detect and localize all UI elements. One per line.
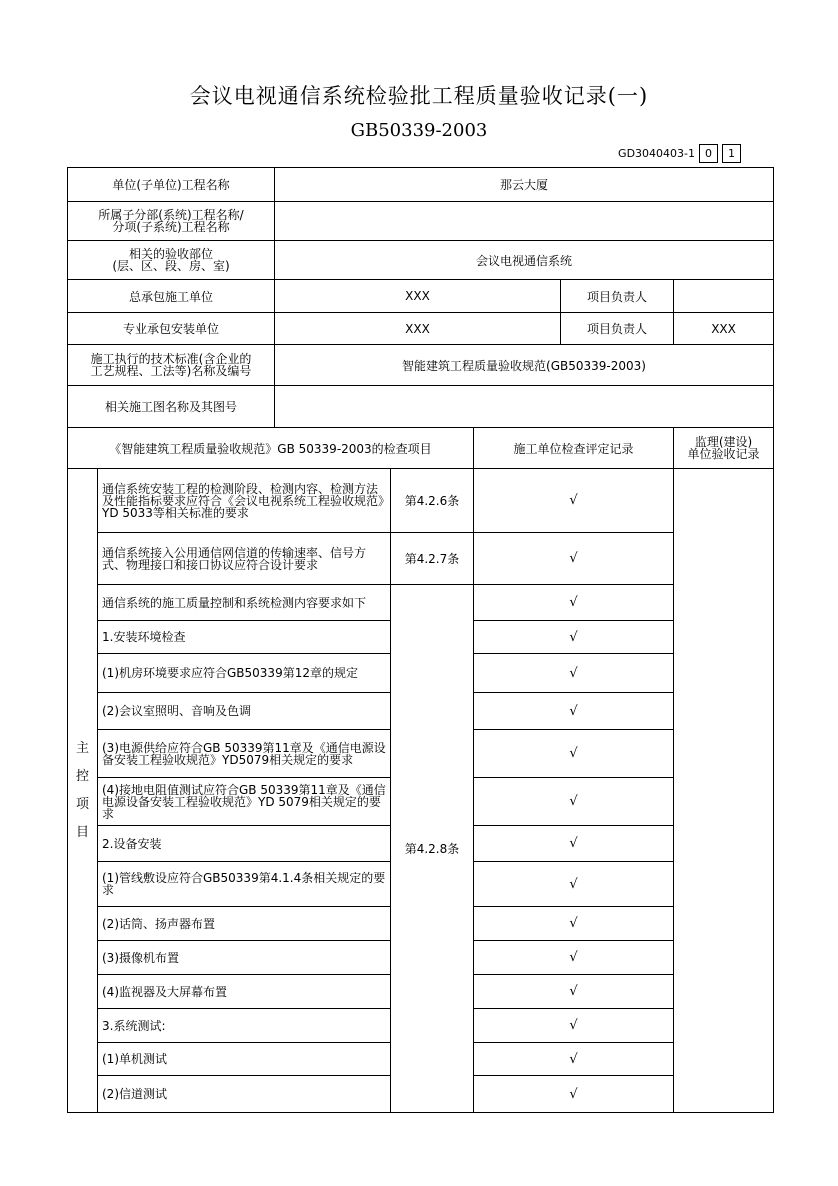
item-text: (4)监视器及大屏幕布置: [98, 975, 391, 1009]
main-control-label: [68, 469, 98, 1113]
subsection-label: [68, 202, 275, 241]
main-control-char: 控: [75, 768, 89, 784]
contractor-value[interactable]: XXX: [275, 280, 561, 313]
contractor-manager-value[interactable]: [674, 280, 774, 313]
main-control-char: 目: [75, 824, 89, 840]
check-mark[interactable]: √: [474, 654, 674, 693]
check-mark[interactable]: √: [474, 1043, 674, 1076]
clause-ref: 第4.2.7条: [391, 533, 474, 585]
item-text: 通信系统安装工程的检测阶段、检测内容、检测方法及性能指标要求应符合《会议电视系统工程验收规范》YD 5033等相关标准的要求: [98, 469, 391, 533]
clause-ref: 第4.2.6条: [391, 469, 474, 533]
form-code-box-1: 0: [699, 144, 718, 163]
item-text: (2)话筒、扬声器布置: [98, 907, 391, 941]
form-code: [618, 144, 741, 162]
check-mark[interactable]: √: [474, 533, 674, 585]
check-mark[interactable]: √: [474, 975, 674, 1009]
standard-row: [68, 345, 774, 386]
item-text: (1)单机测试: [98, 1043, 391, 1076]
unit-value[interactable]: 那云大厦: [275, 168, 774, 202]
unit-row: [68, 168, 774, 202]
contractor-manager-label: 项目负责人: [561, 280, 674, 313]
supervisor-header: [674, 428, 774, 469]
item-text: (1)机房环境要求应符合GB50339第12章的规定: [98, 654, 391, 693]
sub-contractor-value[interactable]: XXX: [275, 313, 561, 345]
item-text: 3.系统测试:: [98, 1009, 391, 1043]
item-text: (3)电源供给应符合GB 50339第11章及《通信电源设备安装工程验收规范》YD5079相关规定的要求: [98, 730, 391, 778]
unit-label: 单位(子单位)工程名称: [68, 168, 275, 202]
column-header-row: [68, 428, 774, 469]
location-label-line-2: (层、区、段、房、室): [112, 259, 230, 273]
check-mark[interactable]: √: [474, 730, 674, 778]
drawing-value[interactable]: [275, 386, 774, 428]
inspection-record-table: [67, 167, 774, 1113]
form-code-prefix: GD3040403-1: [618, 146, 695, 160]
main-control-char: 项: [75, 796, 89, 812]
sub-manager-label: 项目负责人: [561, 313, 674, 345]
item-text: 通信系统的施工质量控制和系统检测内容要求如下: [98, 585, 391, 621]
check-mark[interactable]: √: [474, 941, 674, 975]
item-text: (1)管线敷设应符合GB50339第4.1.4条相关规定的要求: [98, 862, 391, 907]
standard-code: GB50339-2003: [350, 120, 488, 141]
subsection-row: [68, 202, 774, 241]
check-mark[interactable]: √: [474, 585, 674, 621]
contractor-record-header: 施工单位检查评定记录: [474, 428, 674, 469]
check-mark[interactable]: √: [474, 621, 674, 654]
item-text: (4)接地电阻值测试应符合GB 50339第11章及《通信电源设备安装工程验收规范》YD 5079相关规定的要求: [98, 778, 391, 826]
check-mark[interactable]: √: [474, 1076, 674, 1113]
location-value[interactable]: 会议电视通信系统: [275, 241, 774, 280]
table-row: [68, 469, 774, 533]
form-code-box-2: 1: [722, 144, 741, 163]
item-text: 1.安装环境检查: [98, 621, 391, 654]
standard-label: [68, 345, 275, 386]
check-mark[interactable]: √: [474, 778, 674, 826]
subsection-label-line-1: 所属子分部(系统)工程名称/: [98, 208, 244, 222]
sub-contractor-label: 专业承包安装单位: [68, 313, 275, 345]
standard-label-line-2: 工艺规程、工法等)名称及编号: [90, 364, 252, 378]
subsection-value[interactable]: [275, 202, 774, 241]
supervisor-header-line-2: 单位验收记录: [687, 447, 760, 461]
table-row: [68, 533, 774, 585]
standard-value[interactable]: 智能建筑工程质量验收规范(GB50339-2003): [275, 345, 774, 386]
location-label-line-1: 相关的验收部位: [128, 247, 213, 261]
main-control-char: 主: [75, 740, 89, 756]
check-mark[interactable]: √: [474, 469, 674, 533]
item-text: 2.设备安装: [98, 826, 391, 862]
standard-label-line-1: 施工执行的技术标准(含企业的: [90, 352, 252, 366]
item-text: (2)信道测试: [98, 1076, 391, 1113]
check-mark[interactable]: √: [474, 826, 674, 862]
supervisor-record[interactable]: [674, 469, 774, 1113]
subsection-label-line-2: 分项(子系统)工程名称: [112, 220, 230, 234]
check-mark[interactable]: √: [474, 693, 674, 730]
check-mark[interactable]: √: [474, 862, 674, 907]
sub-manager-value[interactable]: XXX: [674, 313, 774, 345]
page-title: 会议电视通信系统检验批工程质量验收记录(一): [189, 84, 649, 108]
location-row: [68, 241, 774, 280]
location-label: [68, 241, 275, 280]
contractor-row: [68, 280, 774, 313]
item-text: 通信系统接入公用通信网信道的传输速率、信号方式、物理接口和接口协议应符合设计要求: [98, 533, 391, 585]
clause-ref: 第4.2.8条: [391, 585, 474, 1113]
supervisor-header-line-1: 监理(建设): [694, 435, 753, 449]
sub-contractor-row: [68, 313, 774, 345]
check-mark[interactable]: √: [474, 907, 674, 941]
check-mark[interactable]: √: [474, 1009, 674, 1043]
item-text: (2)会议室照明、音响及色调: [98, 693, 391, 730]
item-text: (3)摄像机布置: [98, 941, 391, 975]
items-header: 《智能建筑工程质量验收规范》GB 50339-2003的检查项目: [68, 428, 474, 469]
contractor-label: 总承包施工单位: [68, 280, 275, 313]
table-row: [68, 585, 774, 621]
drawing-label: 相关施工图名称及其图号: [68, 386, 275, 428]
drawing-row: [68, 386, 774, 428]
